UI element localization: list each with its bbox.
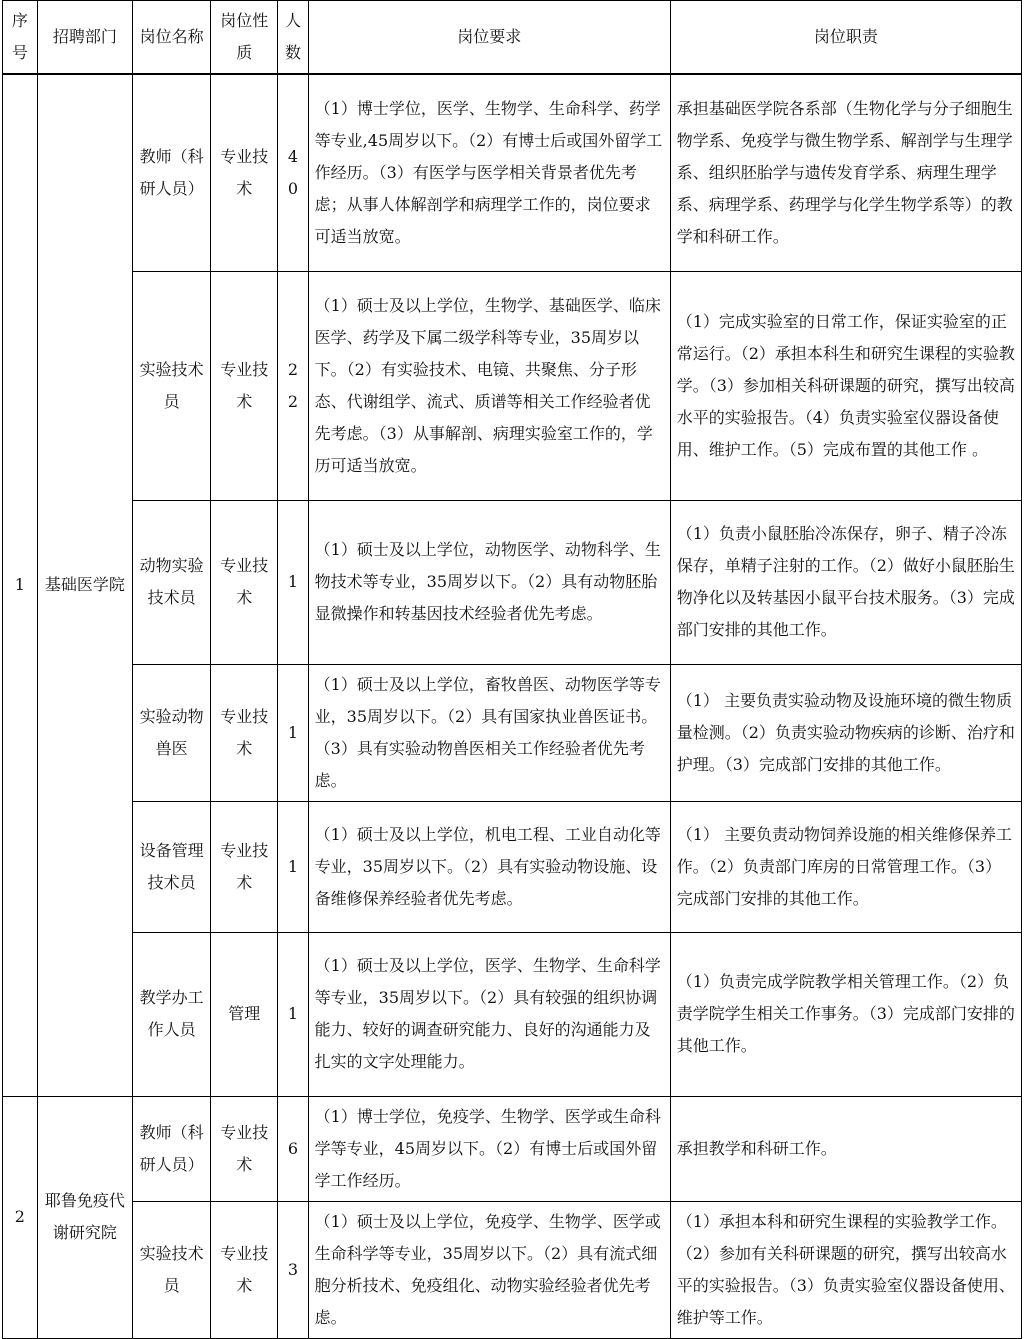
position-requirements: （1）硕士及以上学位，医学、生物学、生命科学等专业，35周岁以下。（2）具有较强的组织协调能力、较好的调查研究能力、良好的沟通能力及扎实的文字处理能力。 <box>308 932 670 1096</box>
position-requirements: （1）博士学位，免疫学、生物学、医学或生命科学等专业，45周岁以下。（2）有博士后或国外留学工作经历。 <box>308 1096 670 1201</box>
position-name: 实验技术员 <box>133 1201 211 1338</box>
position-name: 教学办工作人员 <box>133 932 211 1096</box>
header-type: 岗位性质 <box>211 1 278 75</box>
position-type: 专业技术 <box>211 271 278 500</box>
position-count: 1 <box>278 664 308 801</box>
position-requirements: （1）博士学位，医学、生物学、生命科学、药学等专业,45周岁以下。（2）有博士后或国外留学工作经历。（3）有医学与医学相关背景者优先考虑；从事人体解剖学和病理学工作的，岗位要求可适当放宽。 <box>308 74 670 271</box>
position-name: 实验技术员 <box>133 271 211 500</box>
position-count: 1 <box>278 500 308 664</box>
position-type: 管理 <box>211 932 278 1096</box>
group-seq: 1 <box>3 74 38 1096</box>
position-count: 22 <box>278 271 308 500</box>
group-seq: 2 <box>3 1096 38 1338</box>
position-name: 教师（科研人员） <box>133 74 211 271</box>
group-dept: 耶鲁免疫代谢研究院 <box>37 1096 132 1338</box>
position-duties: 承担教学和科研工作。 <box>670 1096 1021 1201</box>
header-duties: 岗位职责 <box>670 1 1021 75</box>
position-requirements: （1）硕士及以上学位，动物医学、动物科学、生物技术等专业，35周岁以下。（2）具有动物胚胎显微操作和转基因技术经验者优先考虑。 <box>308 500 670 664</box>
header-requirements: 岗位要求 <box>308 1 670 75</box>
position-duties: （1）完成实验室的日常工作，保证实验室的正常运行。（2）承担本科生和研究生课程的实验教学。（3）参加相关科研课题的研究，撰写出较高水平的实验报告。（4）负责实验室仪器设备使用、维护工作。（5）完成布置的其他工作 。 <box>670 271 1021 500</box>
position-duties: 承担基础医学院各系部（生物化学与分子细胞生物学系、免疫学与微生物学系、解剖学与生理学系、组织胚胎学与遗传发育学系、病理生理学系、病理学系、药理学与化学生物学系等）的教学和科研工作。 <box>670 74 1021 271</box>
position-duties: （1）承担本科和研究生课程的实验教学工作。（2）参加有关科研课题的研究，撰写出较高水平的实验报告。（3）负责实验室仪器设备使用、维护等工作。 <box>670 1201 1021 1338</box>
group-dept: 基础医学院 <box>37 74 132 1096</box>
position-requirements: （1）硕士及以上学位，畜牧兽医、动物医学等专业，35周岁以下。（2）具有国家执业兽医证书。（3）具有实验动物兽医相关工作经验者优先考虑。 <box>308 664 670 801</box>
position-name: 设备管理技术员 <box>133 801 211 932</box>
position-requirements: （1）硕士及以上学位，免疫学、生物学、医学或生命科学等专业，35周岁以下。（2）具有流式细胞分析技术、免疫组化、动物实验经验者优先考虑。 <box>308 1201 670 1338</box>
table-row <box>3 664 1022 801</box>
table-row <box>3 801 1022 932</box>
position-type: 专业技术 <box>211 664 278 801</box>
header-seq: 序号 <box>3 1 38 75</box>
position-duties: （1） 主要负责动物饲养设施的相关维修保养工作。（2）负责部门库房的日常管理工作。（3）完成部门安排的其他工作。 <box>670 801 1021 932</box>
table-row <box>3 932 1022 1096</box>
header-dept: 招聘部门 <box>37 1 132 75</box>
table-row <box>3 500 1022 664</box>
table-row <box>3 1096 1022 1201</box>
position-requirements: （1）硕士及以上学位，机电工程、工业自动化等专业，35周岁以下。（2）具有实验动物设施、设备维修保养经验者优先考虑。 <box>308 801 670 932</box>
position-name: 教师（科研人员） <box>133 1096 211 1201</box>
position-duties: （1）负责小鼠胚胎冷冻保存，卵子、精子冷冻保存，单精子注射的工作。（2）做好小鼠胚胎生物净化以及转基因小鼠平台技术服务。（3）完成部门安排的其他工作。 <box>670 500 1021 664</box>
position-count: 3 <box>278 1201 308 1338</box>
header-count: 人数 <box>278 1 308 75</box>
recruitment-table <box>2 0 1022 1339</box>
position-duties: （1） 主要负责实验动物及设施环境的微生物质量检测。（2）负责实验动物疾病的诊断、治疗和护理。（3）完成部门安排的其他工作。 <box>670 664 1021 801</box>
position-type: 专业技术 <box>211 801 278 932</box>
position-count: 6 <box>278 1096 308 1201</box>
position-type: 专业技术 <box>211 1201 278 1338</box>
position-name: 动物实验技术员 <box>133 500 211 664</box>
header-row <box>3 1 1022 75</box>
position-count: 1 <box>278 932 308 1096</box>
position-type: 专业技术 <box>211 500 278 664</box>
header-name: 岗位名称 <box>133 1 211 75</box>
position-duties: （1）负责完成学院教学相关管理工作。（2）负责学院学生相关工作事务。（3）完成部门安排的其他工作。 <box>670 932 1021 1096</box>
table-row <box>3 271 1022 500</box>
position-name: 实验动物兽医 <box>133 664 211 801</box>
position-count: 40 <box>278 74 308 271</box>
table-row <box>3 1201 1022 1338</box>
table-row <box>3 74 1022 271</box>
position-type: 专业技术 <box>211 1096 278 1201</box>
position-count: 1 <box>278 801 308 932</box>
position-requirements: （1）硕士及以上学位，生物学、基础医学、临床医学、药学及下属二级学科等专业，35周岁以下。（2）有实验技术、电镜、共聚焦、分子形态、代谢组学、流式、质谱等相关工作经验者优先考虑。（3）从事解剖、病理实验室工作的，学历可适当放宽。 <box>308 271 670 500</box>
position-type: 专业技术 <box>211 74 278 271</box>
